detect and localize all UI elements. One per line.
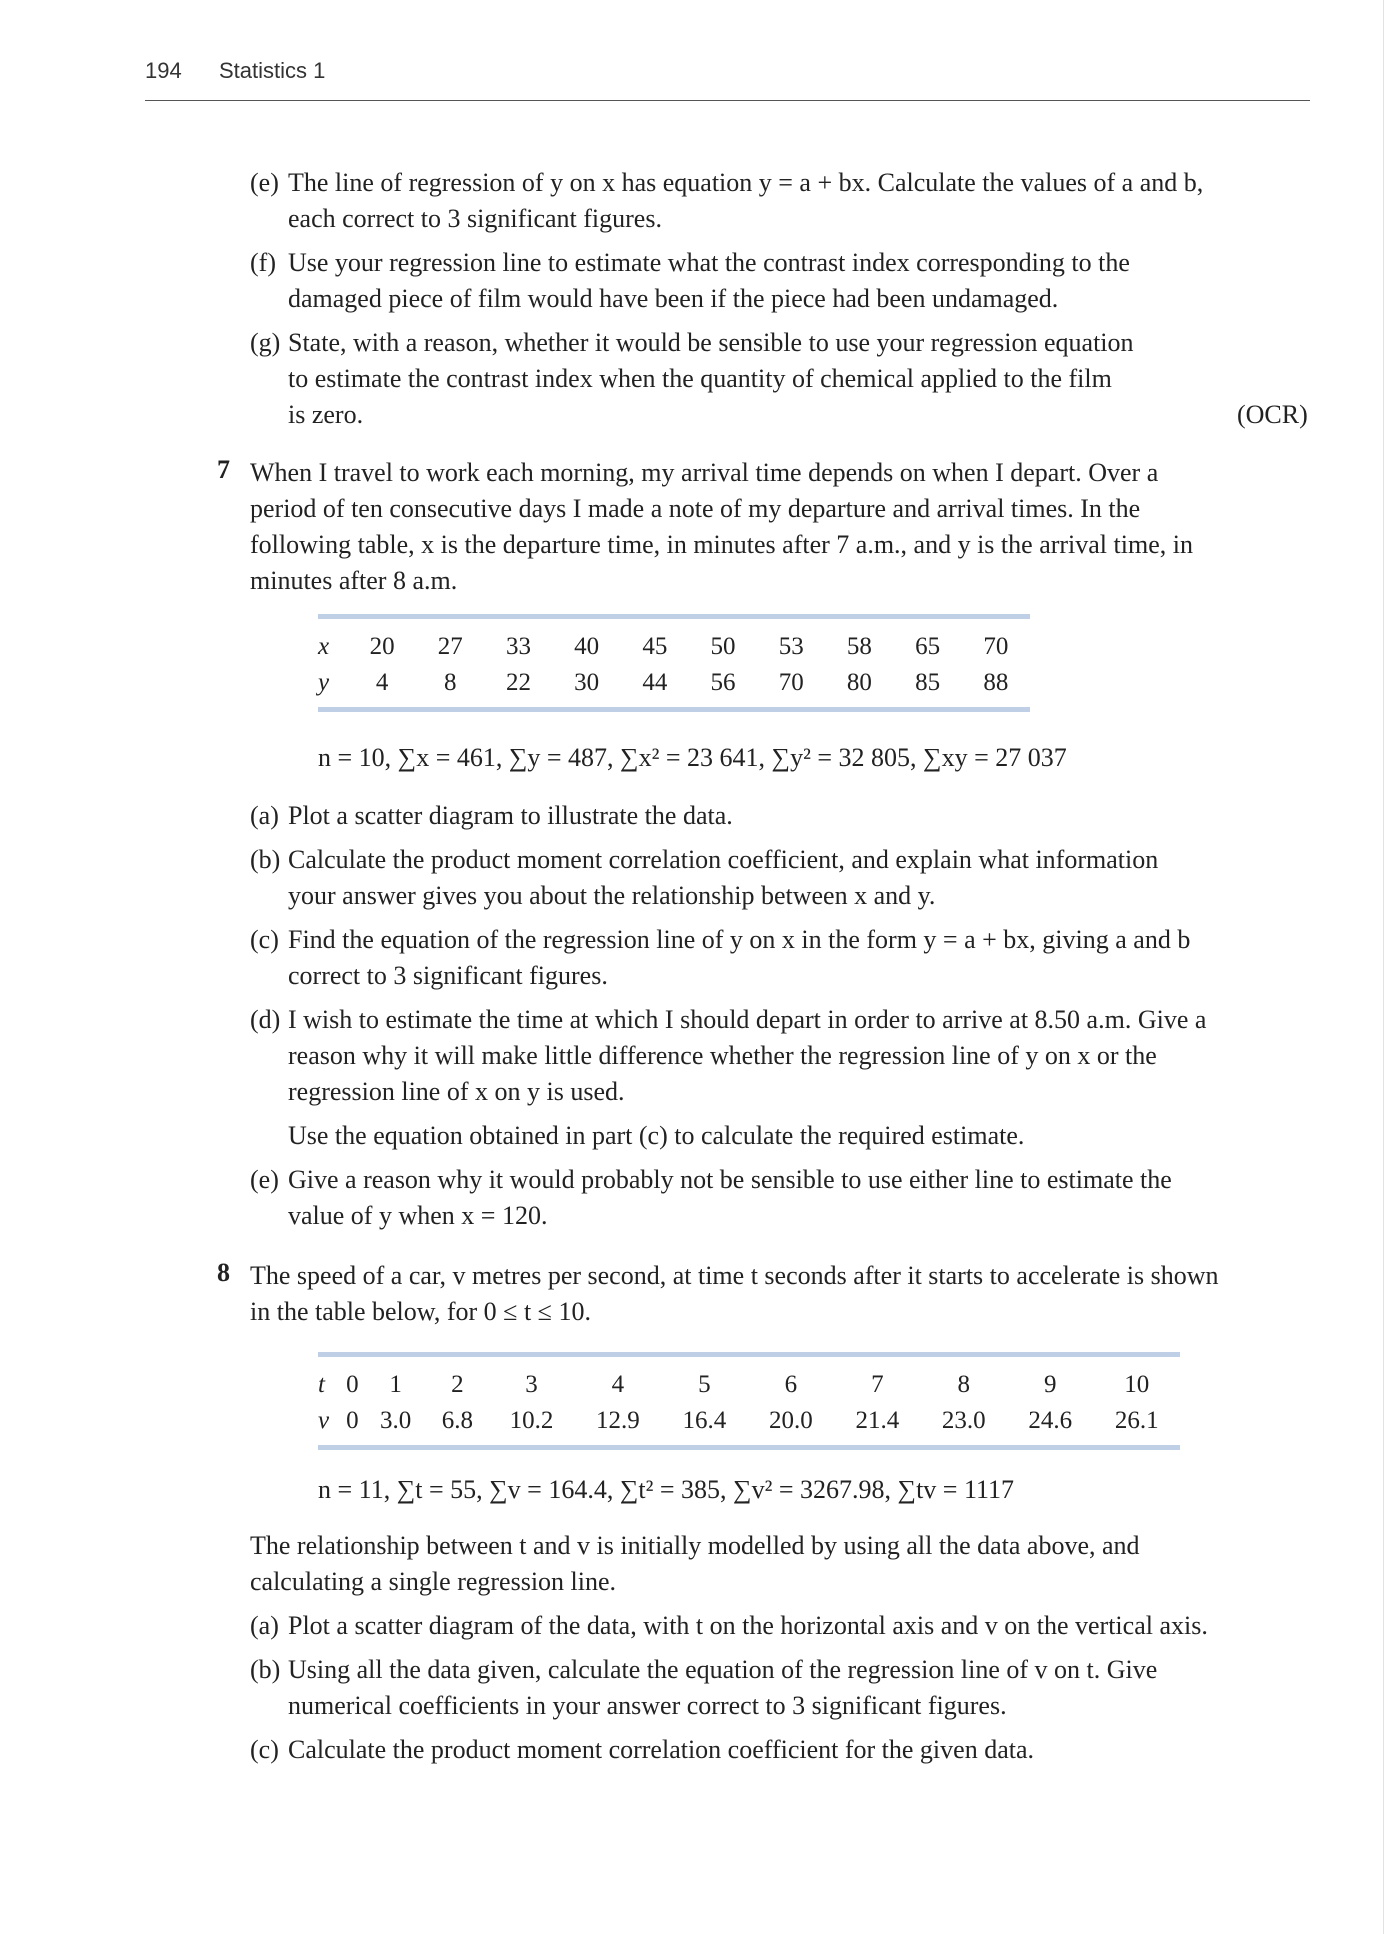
- q6-part-label-f: (f): [250, 248, 276, 277]
- q6-g-line2: to estimate the contrast index when the quantity of chemical applied to the film: [288, 364, 1112, 393]
- q8-body-line2: calculating a single regression line.: [250, 1567, 617, 1596]
- q7-summary-statistics: n = 10, ∑x = 461, ∑y = 487, ∑x² = 23 641, ∑y² = 32 805, ∑xy = 27 037: [318, 743, 1067, 772]
- part-label: (e): [250, 1165, 279, 1194]
- table-cell: 44: [642, 669, 668, 696]
- table-cell: 70: [983, 633, 1009, 660]
- table-cell: 9: [1044, 1371, 1057, 1398]
- table-cell: 5: [698, 1371, 711, 1398]
- part-text-line: Calculate the product moment correlation coefficient for the given data.: [288, 1735, 1035, 1764]
- q6-e-line1: The line of regression of y on x has equation y = a + bx. Calculate the values of a and b,: [288, 168, 1204, 197]
- q6-part-label-e: (e): [250, 168, 279, 197]
- source-tag: (OCR): [1237, 400, 1308, 429]
- q8-intro-line2: in the table below, for 0 ≤ t ≤ 10.: [250, 1297, 591, 1326]
- table-cell: 2: [451, 1371, 464, 1398]
- part-text-line: Find the equation of the regression line of y on x in the form y = a + bx, giving a and b: [288, 925, 1191, 954]
- question-number: 8: [217, 1258, 230, 1287]
- table-cell: 0: [346, 1371, 359, 1398]
- table-cell: 3.0: [379, 1407, 412, 1434]
- table-cell: 0: [346, 1407, 359, 1434]
- book-title: Statistics 1: [219, 58, 326, 83]
- table-cell: 8: [444, 669, 457, 696]
- table-row: [318, 1403, 1180, 1448]
- part-text-line: Plot a scatter diagram to illustrate the data.: [288, 801, 733, 830]
- table-cell: 53: [778, 633, 804, 660]
- table-row: [318, 665, 1030, 710]
- q8-data-table: [318, 1352, 1180, 1450]
- q7-data-table: [318, 614, 1030, 712]
- table-cell: 45: [642, 633, 668, 660]
- table-cell: 40: [574, 633, 600, 660]
- table-cell: 88: [983, 669, 1009, 696]
- part-text-line: Plot a scatter diagram of the data, with t on the horizontal axis and v on the vertical axis.: [288, 1611, 1208, 1640]
- q8-intro-line1: The speed of a car, v metres per second, at time t seconds after it starts to accelerate is shown: [250, 1261, 1219, 1290]
- table-cell: 3: [525, 1371, 538, 1398]
- table-cell: 10.2: [509, 1407, 554, 1434]
- table-cell: 85: [915, 669, 941, 696]
- part-text-line: your answer gives you about the relationship between x and y.: [288, 881, 936, 910]
- table-cell: 20: [369, 633, 395, 660]
- table-cell: 58: [846, 633, 872, 660]
- part-label: (b): [250, 845, 281, 874]
- table-cell: 24.6: [1028, 1407, 1073, 1434]
- row-label: t: [318, 1371, 325, 1398]
- q6-e-line2: each correct to 3 significant figures.: [288, 204, 662, 233]
- page-number: 194: [145, 58, 182, 83]
- table-cell: 7: [871, 1371, 884, 1398]
- table-cell: 70: [778, 669, 804, 696]
- running-header: [145, 58, 1310, 101]
- row-label: x: [318, 633, 330, 660]
- q7-intro-line3: following table, x is the departure time, in minutes after 7 a.m., and y is the arrival time, in: [250, 530, 1193, 559]
- table-cell: 33: [505, 633, 531, 660]
- q6-f-line1: Use your regression line to estimate what the contrast index corresponding to the: [288, 248, 1130, 277]
- part-label: (b): [250, 1655, 281, 1684]
- q7-intro-line4: minutes after 8 a.m.: [250, 566, 458, 595]
- table-cell: 27: [437, 633, 463, 660]
- q8-summary-statistics: n = 11, ∑t = 55, ∑v = 164.4, ∑t² = 385, ∑v² = 3267.98, ∑tv = 1117: [318, 1475, 1015, 1504]
- table-cell: 56: [710, 669, 736, 696]
- table-cell: 20.0: [768, 1407, 813, 1434]
- q6-g-line1: State, with a reason, whether it would be sensible to use your regression equation: [288, 328, 1134, 357]
- part-label: (d): [250, 1005, 281, 1034]
- table-cell: 6: [784, 1371, 798, 1398]
- part-text-line: Give a reason why it would probably not be sensible to use either line to estimate the: [288, 1165, 1172, 1194]
- part-text-line: regression line of x on y is used.: [288, 1077, 625, 1106]
- q7-intro-line2: period of ten consecutive days I made a note of my departure and arrival times. In the: [250, 494, 1141, 523]
- table-cell: 50: [710, 633, 736, 660]
- table-cell: 26.1: [1114, 1407, 1159, 1434]
- q8-body-line1: The relationship between t and v is initially modelled by using all the data above, and: [250, 1531, 1140, 1560]
- table-cell: 6.8: [441, 1407, 473, 1434]
- table-cell: 4: [375, 669, 389, 696]
- row-label: v: [318, 1407, 330, 1434]
- table-cell: 23.0: [941, 1407, 986, 1434]
- table-row: [318, 617, 1030, 666]
- table-cell: 4: [611, 1371, 625, 1398]
- part-label: (a): [250, 801, 279, 830]
- q7-intro-line1: When I travel to work each morning, my arrival time depends on when I depart. Over a: [250, 458, 1159, 487]
- table-cell: 22: [505, 669, 531, 696]
- table-cell: 16.4: [682, 1407, 727, 1434]
- part-text-line: numerical coefficients in your answer correct to 3 significant figures.: [288, 1691, 1007, 1720]
- part-text-line: Calculate the product moment correlation coefficient, and explain what information: [288, 845, 1159, 874]
- part-text-line: reason why it will make little difference whether the regression line of y on x or the: [288, 1041, 1157, 1070]
- part-text-line: Using all the data given, calculate the equation of the regression line of v on t. Give: [288, 1655, 1158, 1684]
- part-label: (c): [250, 1735, 279, 1764]
- table-cell: 8: [957, 1371, 971, 1398]
- q6-g-line3: is zero.: [288, 400, 364, 429]
- table-cell: 10: [1124, 1371, 1150, 1398]
- part-text-line: I wish to estimate the time at which I should depart in order to arrive at 8.50 a.m. Give a: [288, 1005, 1207, 1034]
- q6-part-label-g: (g): [250, 328, 281, 357]
- q6-f-line2: damaged piece of film would have been if the piece had been undamaged.: [288, 284, 1059, 313]
- table-cell: 12.9: [596, 1407, 640, 1434]
- table-cell: 30: [574, 669, 600, 696]
- row-label: y: [318, 669, 330, 696]
- table-cell: 21.4: [855, 1407, 900, 1434]
- part-text-line: Use the equation obtained in part (c) to calculate the required estimate.: [288, 1121, 1025, 1150]
- question-number: 7: [217, 455, 230, 484]
- table-cell: 1: [389, 1371, 402, 1398]
- table-cell: 80: [846, 669, 872, 696]
- table-row: [318, 1355, 1180, 1404]
- part-label: (c): [250, 925, 279, 954]
- part-text-line: correct to 3 significant figures.: [288, 961, 608, 990]
- table-cell: 65: [915, 633, 941, 660]
- part-label: (a): [250, 1611, 279, 1640]
- part-text-line: value of y when x = 120.: [288, 1201, 548, 1230]
